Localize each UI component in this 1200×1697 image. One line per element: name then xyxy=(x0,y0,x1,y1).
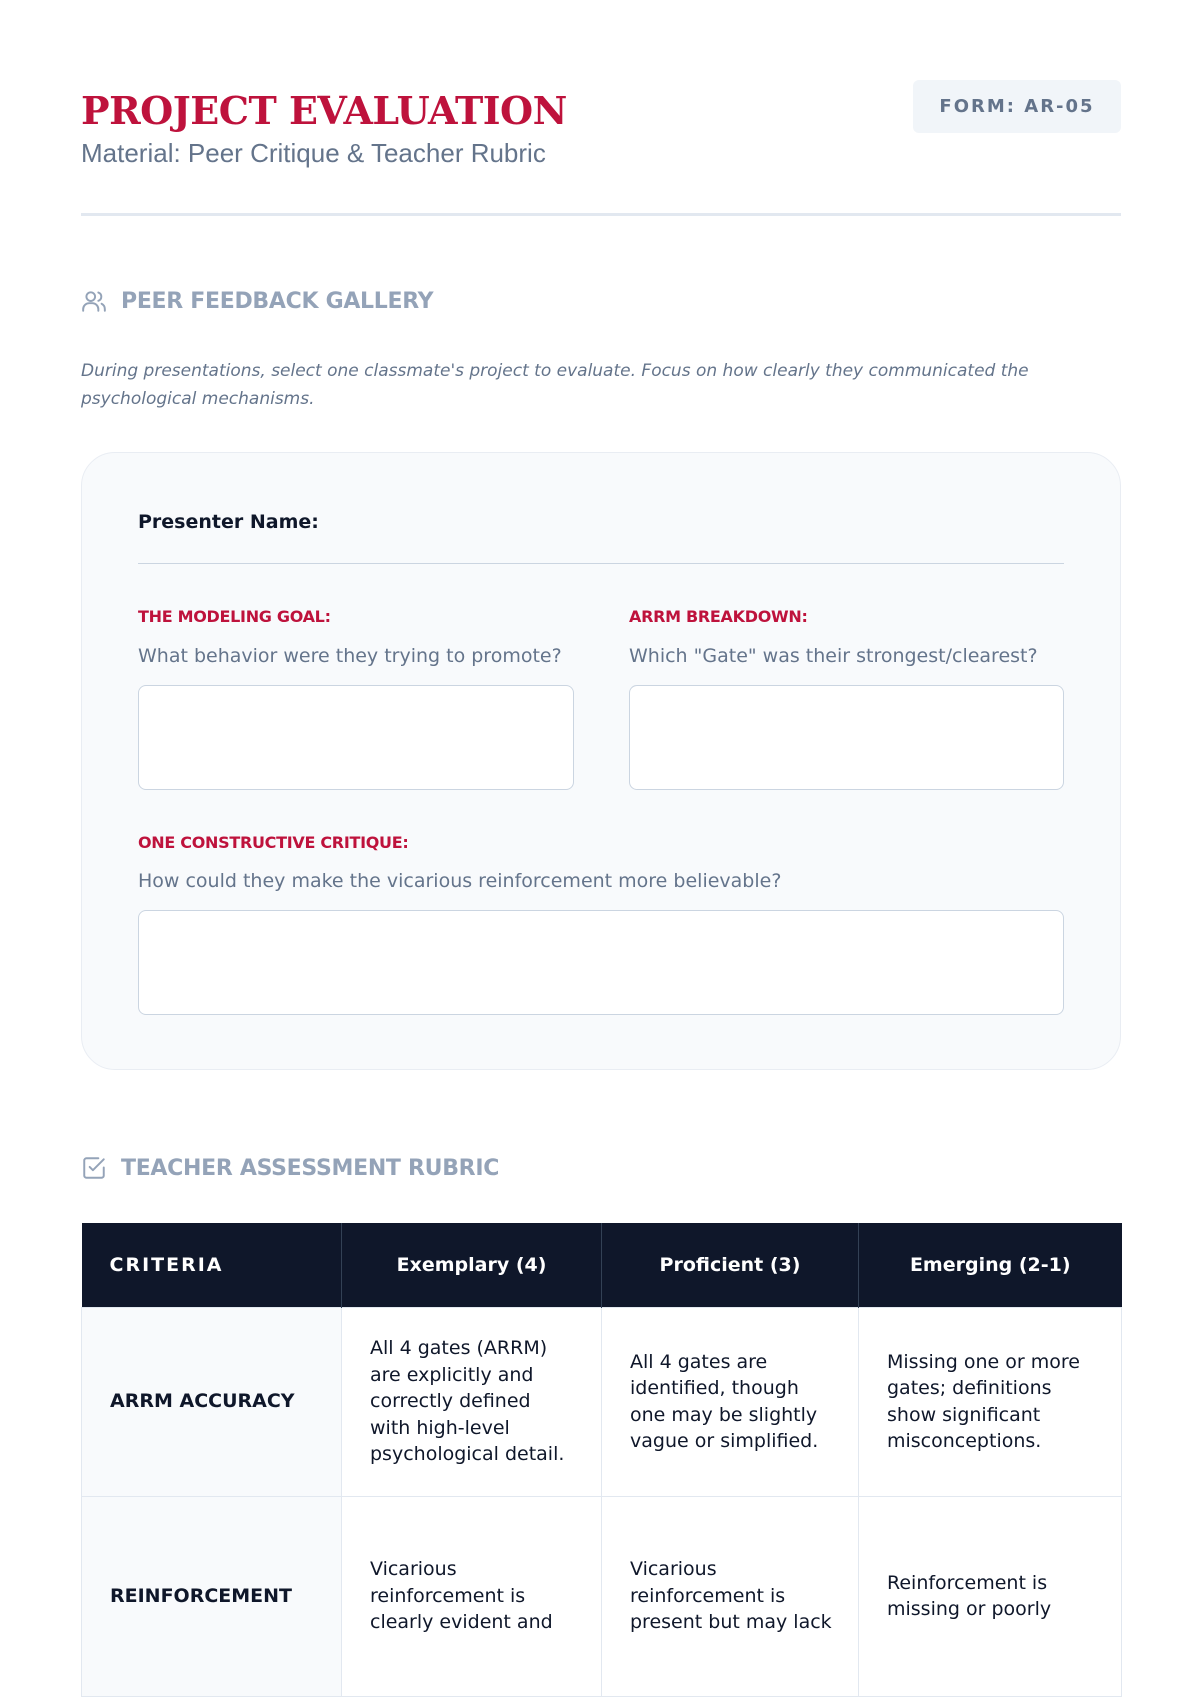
users-icon xyxy=(81,288,107,314)
emerging-cell: Reinforcement is missing or poorly xyxy=(859,1496,1122,1696)
exemplary-cell: All 4 gates (ARRM) are explicitly and correctly defined with high-level psychological detail. xyxy=(342,1307,602,1496)
peer-section-title: PEER FEEDBACK GALLERY xyxy=(121,288,434,314)
exemplary-cell: Vicarious reinforcement is clearly evident and xyxy=(342,1496,602,1696)
presenter-name-line[interactable] xyxy=(138,563,1064,564)
column-header-criteria: CRITERIA xyxy=(82,1223,342,1307)
modeling-goal-label: THE MODELING GOAL: xyxy=(138,607,331,626)
presenter-name-label: Presenter Name: xyxy=(138,511,319,533)
rubric-section-heading xyxy=(81,1155,499,1181)
rubric-table xyxy=(81,1223,1122,1697)
rubric-section-title: TEACHER ASSESSMENT RUBRIC xyxy=(121,1155,500,1181)
column-header-emerging: Emerging (2-1) xyxy=(859,1223,1122,1307)
modeling-goal-prompt: What behavior were they trying to promote? xyxy=(138,645,562,667)
form-badge: FORM: AR-05 xyxy=(913,80,1121,133)
modeling-goal-answer-box[interactable] xyxy=(138,685,574,790)
header xyxy=(81,80,1121,216)
emerging-cell: Missing one or more gates; definitions show significant misconceptions. xyxy=(859,1307,1122,1496)
column-header-proficient: Proficient (3) xyxy=(602,1223,859,1307)
criteria-cell: REINFORCEMENT xyxy=(82,1496,342,1696)
peer-section-heading xyxy=(81,288,433,314)
arrm-breakdown-label: ARRM BREAKDOWN: xyxy=(629,607,808,626)
critique-label: ONE CONSTRUCTIVE CRITIQUE: xyxy=(138,833,409,852)
proficient-cell: Vicarious reinforcement is present but may lack xyxy=(602,1496,859,1696)
rubric-header-row xyxy=(82,1223,1122,1307)
table-row xyxy=(82,1496,1122,1696)
arrm-breakdown-prompt: Which "Gate" was their strongest/clearest? xyxy=(629,645,1038,667)
proficient-cell: All 4 gates are identified, though one may be slightly vague or simplified. xyxy=(602,1307,859,1496)
column-header-exemplary: Exemplary (4) xyxy=(342,1223,602,1307)
critique-answer-box[interactable] xyxy=(138,910,1064,1015)
page-title: PROJECT EVALUATION xyxy=(81,88,567,133)
page-subtitle: Material: Peer Critique & Teacher Rubric xyxy=(81,138,546,168)
critique-prompt: How could they make the vicarious reinforcement more believable? xyxy=(138,870,782,892)
peer-feedback-card xyxy=(81,452,1121,1070)
arrm-breakdown-answer-box[interactable] xyxy=(629,685,1064,790)
peer-section-intro: During presentations, select one classmate's project to evaluate. Focus on how clearly they communicated the psychological mechanisms. xyxy=(81,361,1029,409)
table-row xyxy=(82,1307,1122,1496)
criteria-cell: ARRM ACCURACY xyxy=(82,1307,342,1496)
checkbox-icon xyxy=(81,1155,107,1181)
